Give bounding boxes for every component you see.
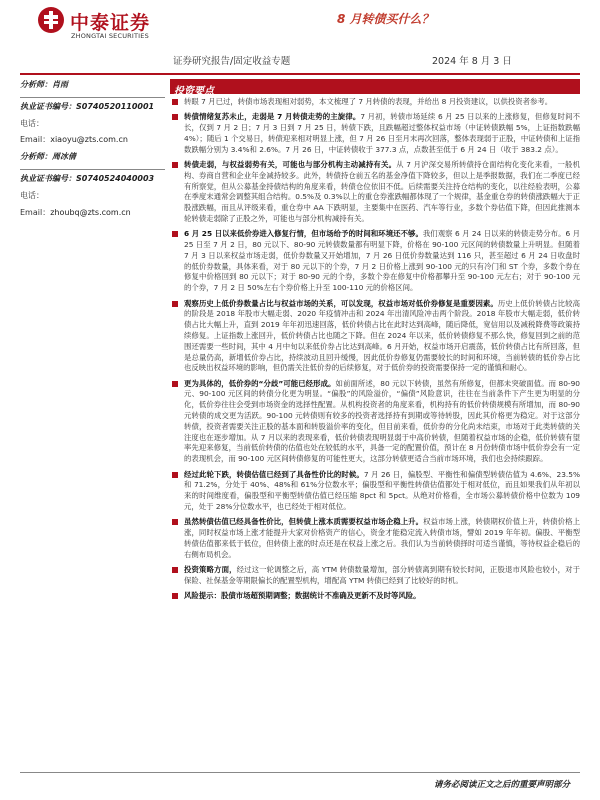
sidebar-divider [20,169,165,170]
paragraph-lead: 更为具体的，低价券的“分歧”可能已经形成。 [184,378,336,388]
paragraph-text: 7 月 26 日，偏股型、平衡性和偏债型转债估值为 4.6%、23.5%和 71.2%，分处于 40%、48%和 61%分位数水平；偏股型和平衡性转债估值都处于相对低位，而且如果我们从年初以来的时间维度看，偏股型和平衡型转债估值已经压缩 8pct 和 5pct。从绝对价格看，全市场公募转债价格中位数为 109 元，处于 28%分位数水平，也已经处于相对低位。 [184,469,580,511]
bullet-square-icon [172,593,178,599]
paragraph-lead: 经过此轮下跌，转债估值已经到了具备性价比的时候。 [184,469,364,479]
analyst-2-name-row [20,152,165,163]
paragraph-lead: 转债走弱，与权益弱势有关，可能也与部分机构主动减持有关。 [184,159,397,169]
analyst-1-license-row [20,102,165,113]
paragraph [170,97,580,108]
document-title: 8 月转债买什么？ [337,12,434,26]
paragraph [170,517,580,560]
report-date: 2024 年 8 月 3 日 [432,56,512,67]
email-label: Email： [20,135,51,145]
logo-text-cn: 中泰证券 [70,12,151,34]
analyst-role-label: 分析师： [20,80,52,89]
paragraph [170,160,580,225]
analyst-2-phone-row [20,191,165,202]
paragraph [170,112,580,155]
bullet-square-icon [172,301,178,307]
bullet-square-icon [172,567,178,573]
bullet-square-icon [172,381,178,387]
footer-disclaimer: 请务必阅读正文之后的重要声明部分 [433,780,570,790]
bullet-square-icon [172,519,178,525]
license-label: 执业证书编号： [20,101,76,111]
bullet-square-icon [172,162,178,168]
analyst-sidebar [20,80,165,224]
analyst-role-label: 分析师： [20,152,52,162]
license-label: 执业证书编号： [20,173,76,183]
logo-text-en: ZHONGTAI SECURITIES [71,32,149,40]
paragraph [170,299,580,375]
key-points-content [170,97,580,752]
header-divider [20,73,580,75]
paragraph-text: 权益市场上涨，转债期权价值上升，转债价格上涨，同时权益市场上涨才能提升大家对价格资产的信心，资金才能稳定流入转债市场，譬如 2019 年年初。偏股、平衡型转债估值都来低于低位，但转债上涨的时点还是在权益上涨之后。我们认为当前转债择时可适当谨慎，等待权益企稳后的右侧布局机会。 [184,517,580,559]
paragraph [170,591,580,602]
paragraph-lead: 转债情绪复苏未止，走弱是 7 月转债走势的主旋律。 [184,112,361,122]
paragraph-lead: 6 月 25 日以来低价券进入修复行情，但市场给予的时间和环境还不够。 [184,229,423,239]
paragraph [170,470,580,513]
phone-label: 电话： [20,118,44,128]
analyst-name: 周冰倩 [52,152,76,162]
paragraph-text: 如前面所述，80 元以下转债，虽然有所修复，但都未突破面值。而 80-90 元、90-100 元区间的转债分化更为明显。“偏股”的风险溢价，“偏债”风险意识，往往在当前条件下产生更为明显的分化，低价券往往会受到市场资金的选择性配置。从机构投资者的角度来看，机构持有的低价转债规模有所增加，而 80-90 元转债的成交更为活跃。90-100 元转债则有较多的投资者选择持有到期或等待转股，因此其价格更为稳定。对于这部分转债，投资者需要关注正股的基本面和转股溢价率的变化，但目前来看，低价券的分化尚未结束，市场对于此类转债的关注度也在逐步增加。从 7 月以来的表现来看，低价转债表现明显弱于中高价转债，但随着权益市场的企稳，低价转债有望率先迎来修复，当前低价转债的估值也处在较低的水平，具备一定的配置价值，预计在 8 月份转债市场中低价券会有一定的表现机会，而 90-100 元区间转债修复的可能性更大，这部分转债更适合当前市场环境，我们也会持续跟踪。 [184,378,580,464]
paragraph [170,379,580,465]
section-header [170,79,580,97]
paragraph [170,565,580,587]
analyst-1-name-row [20,80,165,91]
license-number: S0740524040003 [76,173,155,183]
sidebar-divider [20,97,165,98]
analyst-2-email-row [20,208,165,219]
paragraph-text: 7 月初，转债市场延续 6 月 25 日以来的上涨修复，但修复时间不长，仅到 7 月 2 日；7 月 3 日到 7 月 25 日，转债下跌，且跌幅超过整体权益市场（中证转债跌幅 5%，上证指数跌幅 4%）；随后 1 个交易日，转债迎来相对明显上涨，但 7 月 26 日至月末再次回落，整体表现弱于正股，中证转债和上证指数跌幅分别为 3.4%和 2.6%。7 月 26 日，中证转债收于 377.3 点，点数甚至低于 6 月 24 日（收于 383.2 点）。 [184,112,580,154]
company-logo [37,6,157,42]
paragraph-lead: 虽然转债估值已经具备性价比，但转债上涨本质需要权益市场企稳上升。 [184,517,424,527]
paragraph-text: 我们观察 6 月 24 日以来的转债走势分布。6 月 25 日至 7 月 2 日，80 元以下、80-90 元转债数量都有明显下降，价格在 90-100 元区间的转债数量上升明显。但随着 7 月 3 日以来权益市场走弱，低价券数量又开始增加，7 月 26 日低价券数量达到 116 只，甚至超过 6 月 24 日收盘时的低价券数量，具体来看，对于 80 元以下的个券，7 月 2 日价格上涨到 90-100 元的只有冷门和 ST 个券，多数个券在修复中价格回到 80 元以下；对于 80-90 元的个券，多数个券在修复中价格都攀升至 90-100 元左右；对于 90-100 元的个券，7 月 2 日 50%左右个券价格上升至 100-110 元的价格区间。 [184,229,580,293]
paragraph-text: 从 7 月沪深交易所转债持仓面结构化变化来看，一般机构、券商自营和企业年金减持较多。此外，转债持仓前五名的基金净值下降较多，但以上是季报数据，我们在二季度已经有所察觉，但从公募基金持债结构的角度来看，转债仓位依旧不低。后续需要关注持仓结构的变化，以往经验表明，公募在季度末通常会调整其组合结构。0.5%及 0.3%以上的重仓券涨跌幅都体现了一个规律，基金重仓券的转债涨跌幅大于正股涨跌幅，而且从评级来看，重仓券中 AA 下跌明显，主要集中在医药、汽车等行业，多数个券估值下降，但因此推测本轮转债走弱除了正股之外，可能也与部分机构减持有关。 [184,159,580,223]
paragraph-lead: 风险提示： [184,590,221,600]
phone-label: 电话： [20,190,44,200]
analyst-name: 肖雨 [52,80,68,89]
logo-mark-icon [37,6,65,34]
email-link[interactable]: xiaoyu@zts.com.cn [50,135,128,145]
paragraph-text: 历史上低价转债占比较高的阶段是 2018 年股市大幅走弱、2020 年疫情冲击和 2024 年出清风险冲击两个阶段。2018 年股市大幅走弱，低价转债占比大幅上升，直到 2019 年年初迅速回落，低价转债占比在此时达到高峰，随后降低，宽信用以及减税降费等政策持续修复。上证指数上涨回升，低价转债占比也随之下降。但在 2024 年以来，低价转债修复不那么快，修复回到之前的范围还需要一些时间，其中 4 月中旬以来低价券占比达到高峰。6 月开始，权益市场开启震荡，低价转债占比有所回落，但是总量仍高，新增低价券占比，持续波动且回升缓慢，因此低价券修复仍需要较长的时间和环境，当前转债的低价券占比也反映出权益环境的影响，但仍需关注低价券的后续修复，对于低价券的投资需要保持一定的谨慎和耐心。 [184,298,580,373]
bullet-square-icon [172,231,178,237]
paragraph-text: 转眼 7 月已过，转债市场表现相对弱势，本文梳理了 7 月转债的表现，并给出 8 月投资建议，以供投资者参考。 [184,97,553,106]
paragraph-lead: 观察历史上低价券数量占比与权益市场的关系，可以发现，权益市场对低价券修复是重要因素。 [184,298,498,308]
email-link[interactable]: zhoubq@zts.com.cn [50,207,131,217]
license-number: S0740520110001 [76,101,155,111]
bullet-square-icon [172,472,178,478]
email-label: Email： [20,207,51,217]
bullet-square-icon [172,99,178,105]
analyst-1-email-row [20,135,165,146]
analyst-2-license-row [20,174,165,185]
analyst-1-phone-row [20,119,165,130]
section-title: 投资要点 [174,86,214,97]
paragraph-text: 股债市场超预期调整；数据统计不准确及更新不及时等风险。 [220,590,421,600]
paragraph [170,229,580,294]
paragraph-text: 经过这一轮调整之后，高 YTM 转债数量增加，部分转债离到期有较长时间，正股退市风险也较小，对于保险、社保基金等期限偏长的配置型机构，增配高 YTM 转债已经到了比较好的时机。 [184,564,580,585]
bullet-square-icon [172,114,178,120]
paragraph-lead: 投资策略方面， [184,564,237,574]
report-type: 证券研究报告/固定收益专题 [173,56,291,67]
